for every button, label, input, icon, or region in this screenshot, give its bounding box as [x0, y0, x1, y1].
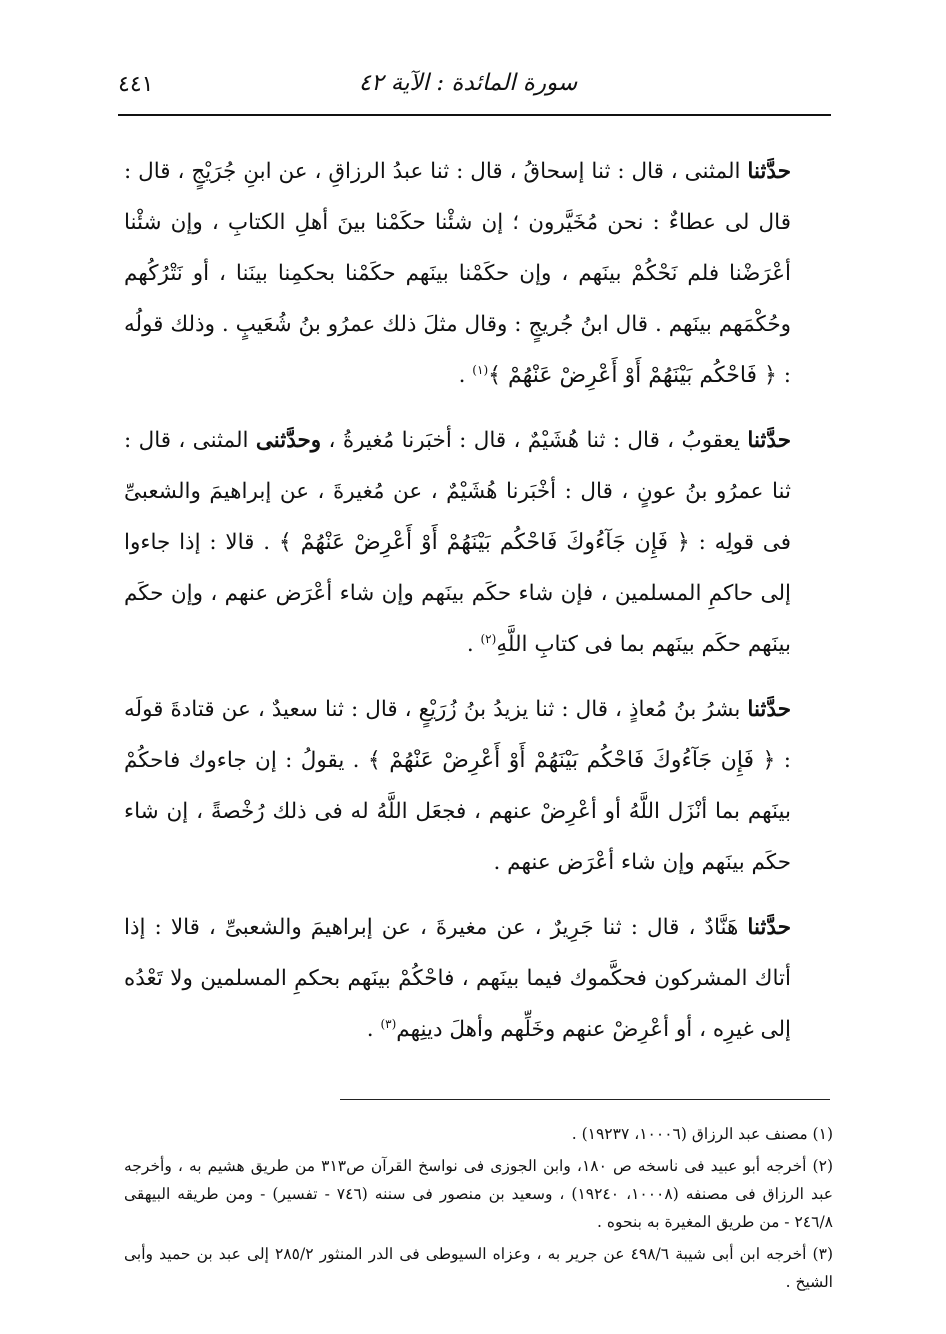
paragraph-text: يعقوبُ ، قال : ثنا هُشَيْمٌ ، قال : أخبَرنا مُغيرةُ ،	[321, 428, 748, 453]
footnotes	[124, 1120, 833, 1300]
footnote-marker: (١)	[472, 362, 489, 377]
footnote: (١) مصنف عبد الرزاق (١٠٠٠٦، ١٩٢٣٧) .	[571, 1125, 833, 1143]
footnote: (٣) أخرجه ابن أبى شيبة ٤٩٨/٦ عن جرير به ، وعزاه السيوطى فى الدر المنثور ٢٨٥/٢ إلى عبد بن حميد وأبى الشيخ .	[124, 1245, 833, 1291]
paragraph-lead-word: حدَّثنا	[747, 697, 791, 722]
paragraph-text: هَنَّادٌ ، قال : ثنا جَرِيرٌ ، عن مغيرةَ ، عن إبراهيمَ والشعبىِّ ، قالا : إذا أتاك المشركون فحكَّموك فيما بينَهم ، فاحْكُمْ بينَهم بحكمِ المسلمين ولا تَعْدُه إلى غيرِه ، أو أعْرِضْ عنهم وخَلِّهم وأهلَ دينِهم	[124, 915, 791, 1042]
paragraph-text: .	[458, 363, 473, 388]
page-number: ٤٤١	[118, 72, 154, 97]
paragraph-text: . يقولُ : إن جاءوك فاحكُمْ بينَهم بما أنْزَل اللَّهُ أو أعْرِضْ عنهم ، فجعَل اللَّهُ له فى ذلك رُخْصةً ، إن شاء حكَم بينَهم وإن شاء أعْرَض عنهم .	[124, 748, 791, 875]
bold-word: وحدَّثنى	[255, 428, 322, 453]
paragraph	[124, 415, 791, 670]
paragraph-text: المثنى ، قال : ثنا إسحاقُ ، قال : ثنا عبدُ الرزاقِ ، عن ابنِ جُرَيْجٍ ، قال : قال لى عطاءٌ : نحن مُخَيَّرون ؛ إن شئْنا حكَمْنا بينَ أهلِ الكتابِ ، وإن شئْنا أعْرَضْنا فلم نَحْكُمْ بينَهم ، وإن حكَمْنا بينَهم حكَمْنا بحكمِنا بينَنا ، أو نَتْرُكُهم وحُكْمَهم بينَهم . قال ابنُ جُريجٍ : وقال مثلَ ذلك عمرُو بنُ شُعَيبٍ . وذلك قولُه :	[124, 159, 791, 388]
paragraph-text: .	[366, 1017, 381, 1042]
paragraph-lead-word: حدَّثنا	[747, 915, 791, 940]
paragraph	[124, 146, 791, 401]
page-header	[118, 68, 818, 114]
paragraph-lead-word: حدَّثنا	[747, 159, 791, 184]
quran-verse: ﴿ فَإِن جَآءُوكَ فَاحْكُم بَيْنَهُمْ أَوْ أَعْرِضْ عَنْهُمْ ﴾	[278, 530, 690, 555]
paragraph	[124, 684, 791, 888]
footnote-marker: (٣)	[380, 1016, 397, 1031]
footnote-rule	[340, 1099, 830, 1100]
paragraph	[124, 902, 791, 1055]
running-title: سورة المائدة : الآية ٤٢	[358, 70, 578, 96]
paragraph-lead-word: حدَّثنا	[747, 428, 791, 453]
paragraph-text: .	[466, 632, 481, 657]
paragraph-text: . قالا : إذا جاءوا إلى حاكمِ المسلمين ، فإن شاء حكَم بينَهم وإن شاء أعْرَض عنهم ، وإن حكَم بينَهم حكَم بينَهم بما فى كتابِ اللَّهِ	[124, 530, 791, 657]
quran-verse: ﴿ فَاحْكُم بَيْنَهُمْ أَوْ أَعْرِضْ عَنْهُمْ ﴾	[488, 363, 777, 388]
paragraph-text: المثنى ، قال : ثنا عمرُو بنُ عونٍ ، قال : أخْبَرنا هُشَيْمٌ ، عن مُغيرةَ ، عن إبراهيمَ والشعبىِّ فى قولِه :	[124, 428, 792, 555]
quran-verse: ﴿ فَإِن جَآءُوكَ فَاحْكُم بَيْنَهُمْ أَوْ أَعْرِضْ عَنْهُمْ ﴾	[367, 748, 776, 773]
header-rule	[118, 114, 831, 116]
footnote-marker: (٢)	[480, 631, 497, 646]
main-text	[124, 146, 791, 1069]
footnote: (٢) أخرجه أبو عبيد فى ناسخه ص ١٨٠، وابن الجوزى فى نواسخ القرآن ص٣١٣ من طريق هشيم به ، وأخرجه عبد الرزاق فى مصنفه (١٠٠٠٨، ١٩٢٤٠) ، وسعيد بن منصور فى سننه (٧٤٦ - تفسير) - ومن طريقه البيهقى ٢٤٦/٨ - من طريق المغيرة به بنحوه .	[124, 1157, 834, 1231]
paragraph-text: بشرُ بنُ مُعاذٍ ، قال : ثنا يزيدُ بنُ زُرَيْعٍ ، قال : ثنا سعيدٌ ، عن قتادةَ قولَه :	[124, 697, 792, 773]
